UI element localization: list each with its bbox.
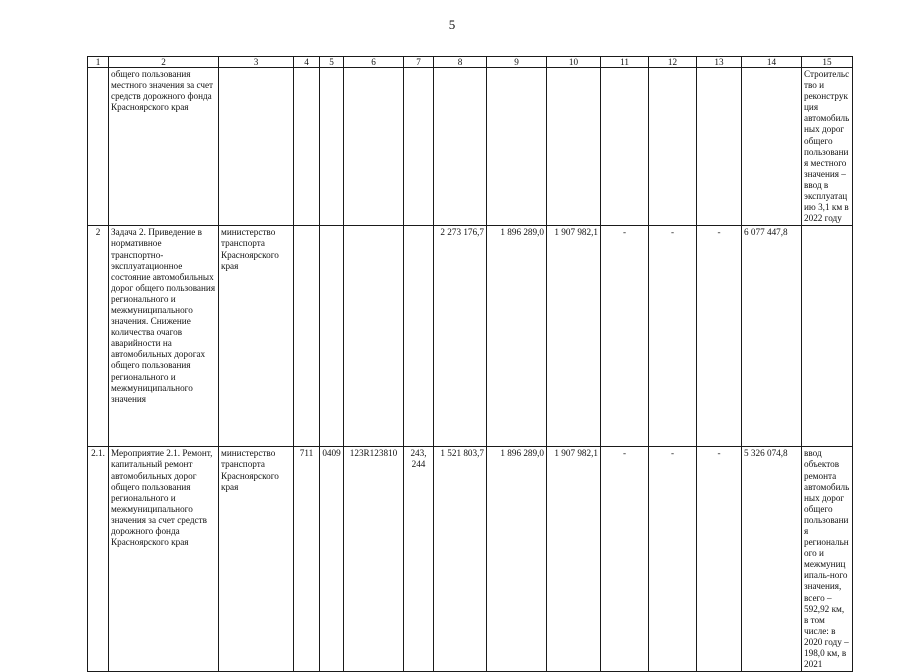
column-header: 7 <box>404 57 434 68</box>
page-number: 5 <box>448 17 456 32</box>
csr-cell: 123R123810 <box>344 447 404 672</box>
grbs-cell <box>294 68 320 226</box>
column-header: 9 <box>487 57 547 68</box>
column-header: 11 <box>601 57 649 68</box>
amount-cell: - <box>697 447 742 672</box>
amount-cell <box>547 68 601 226</box>
amount-cell <box>649 68 697 226</box>
column-header: 6 <box>344 57 404 68</box>
budget-table <box>87 56 853 672</box>
executor-cell: министерство транспорта Красноярского края <box>219 226 294 447</box>
amount-cell: - <box>649 226 697 447</box>
column-header: 8 <box>434 57 487 68</box>
amount-cell: 1 907 982,1 <box>547 226 601 447</box>
row-number-cell <box>88 68 109 226</box>
result-cell: Строительство и реконструкция автомобильных дорог общего пользования местного значения – ввод в эксплуатацию 3,1 км в 2022 году <box>802 68 853 226</box>
amount-cell: - <box>697 226 742 447</box>
rzpr-cell <box>320 226 344 447</box>
header-row <box>88 57 853 68</box>
column-header: 14 <box>742 57 802 68</box>
total-cell: 5 326 074,8 <box>742 447 802 672</box>
rzpr-cell: 0409 <box>320 447 344 672</box>
result-cell: ввод объектов ремонта автомобильных дорог общего пользования регионального и межмуниципаль-ного значения, всего – 592,92 км, в том числе: в 2020 году – 198,0 км, в 2021 <box>802 447 853 672</box>
amount-cell <box>601 68 649 226</box>
column-header: 13 <box>697 57 742 68</box>
amount-cell <box>697 68 742 226</box>
vr-cell: 243, 244 <box>404 447 434 672</box>
amount-cell: - <box>601 226 649 447</box>
amount-cell: 1 896 289,0 <box>487 447 547 672</box>
column-header: 1 <box>88 57 109 68</box>
csr-cell <box>344 226 404 447</box>
column-header: 12 <box>649 57 697 68</box>
amount-cell: 1 896 289,0 <box>487 226 547 447</box>
grbs-cell <box>294 226 320 447</box>
table-row <box>88 226 853 447</box>
name-cell: Задача 2. Приведение в нормативное транспортно-эксплуатационное состояние автомобильных дорог общего пользования регионального и межмуниципального значения. Снижение количества очагов аварийности на автомобильных дорогах общего пользования регионального и межмуниципального значения <box>109 226 219 447</box>
table-row <box>88 68 853 226</box>
total-cell <box>742 68 802 226</box>
total-cell: 6 077 447,8 <box>742 226 802 447</box>
amount-cell: - <box>649 447 697 672</box>
column-header: 10 <box>547 57 601 68</box>
column-header: 3 <box>219 57 294 68</box>
column-header: 2 <box>109 57 219 68</box>
amount-cell: 1 907 982,1 <box>547 447 601 672</box>
vr-cell <box>404 68 434 226</box>
vr-cell <box>404 226 434 447</box>
row-number-cell: 2 <box>88 226 109 447</box>
name-cell: Мероприятие 2.1. Ремонт, капитальный ремонт автомобильных дорог общего пользования регионального и межмуниципального значения за счет средств дорожного фонда Красноярского края <box>109 447 219 672</box>
row-number-cell: 2.1. <box>88 447 109 672</box>
rzpr-cell <box>320 68 344 226</box>
amount-cell: - <box>601 447 649 672</box>
amount-cell: 1 521 803,7 <box>434 447 487 672</box>
csr-cell <box>344 68 404 226</box>
amount-cell <box>487 68 547 226</box>
executor-cell: министерство транспорта Красноярского края <box>219 447 294 672</box>
column-header: 4 <box>294 57 320 68</box>
table-row <box>88 447 853 672</box>
executor-cell <box>219 68 294 226</box>
name-cell: общего пользования местного значения за счет средств дорожного фонда Красноярского края <box>109 68 219 226</box>
grbs-cell: 711 <box>294 447 320 672</box>
amount-cell: 2 273 176,7 <box>434 226 487 447</box>
column-header: 5 <box>320 57 344 68</box>
column-header: 15 <box>802 57 853 68</box>
result-cell <box>802 226 853 447</box>
amount-cell <box>434 68 487 226</box>
